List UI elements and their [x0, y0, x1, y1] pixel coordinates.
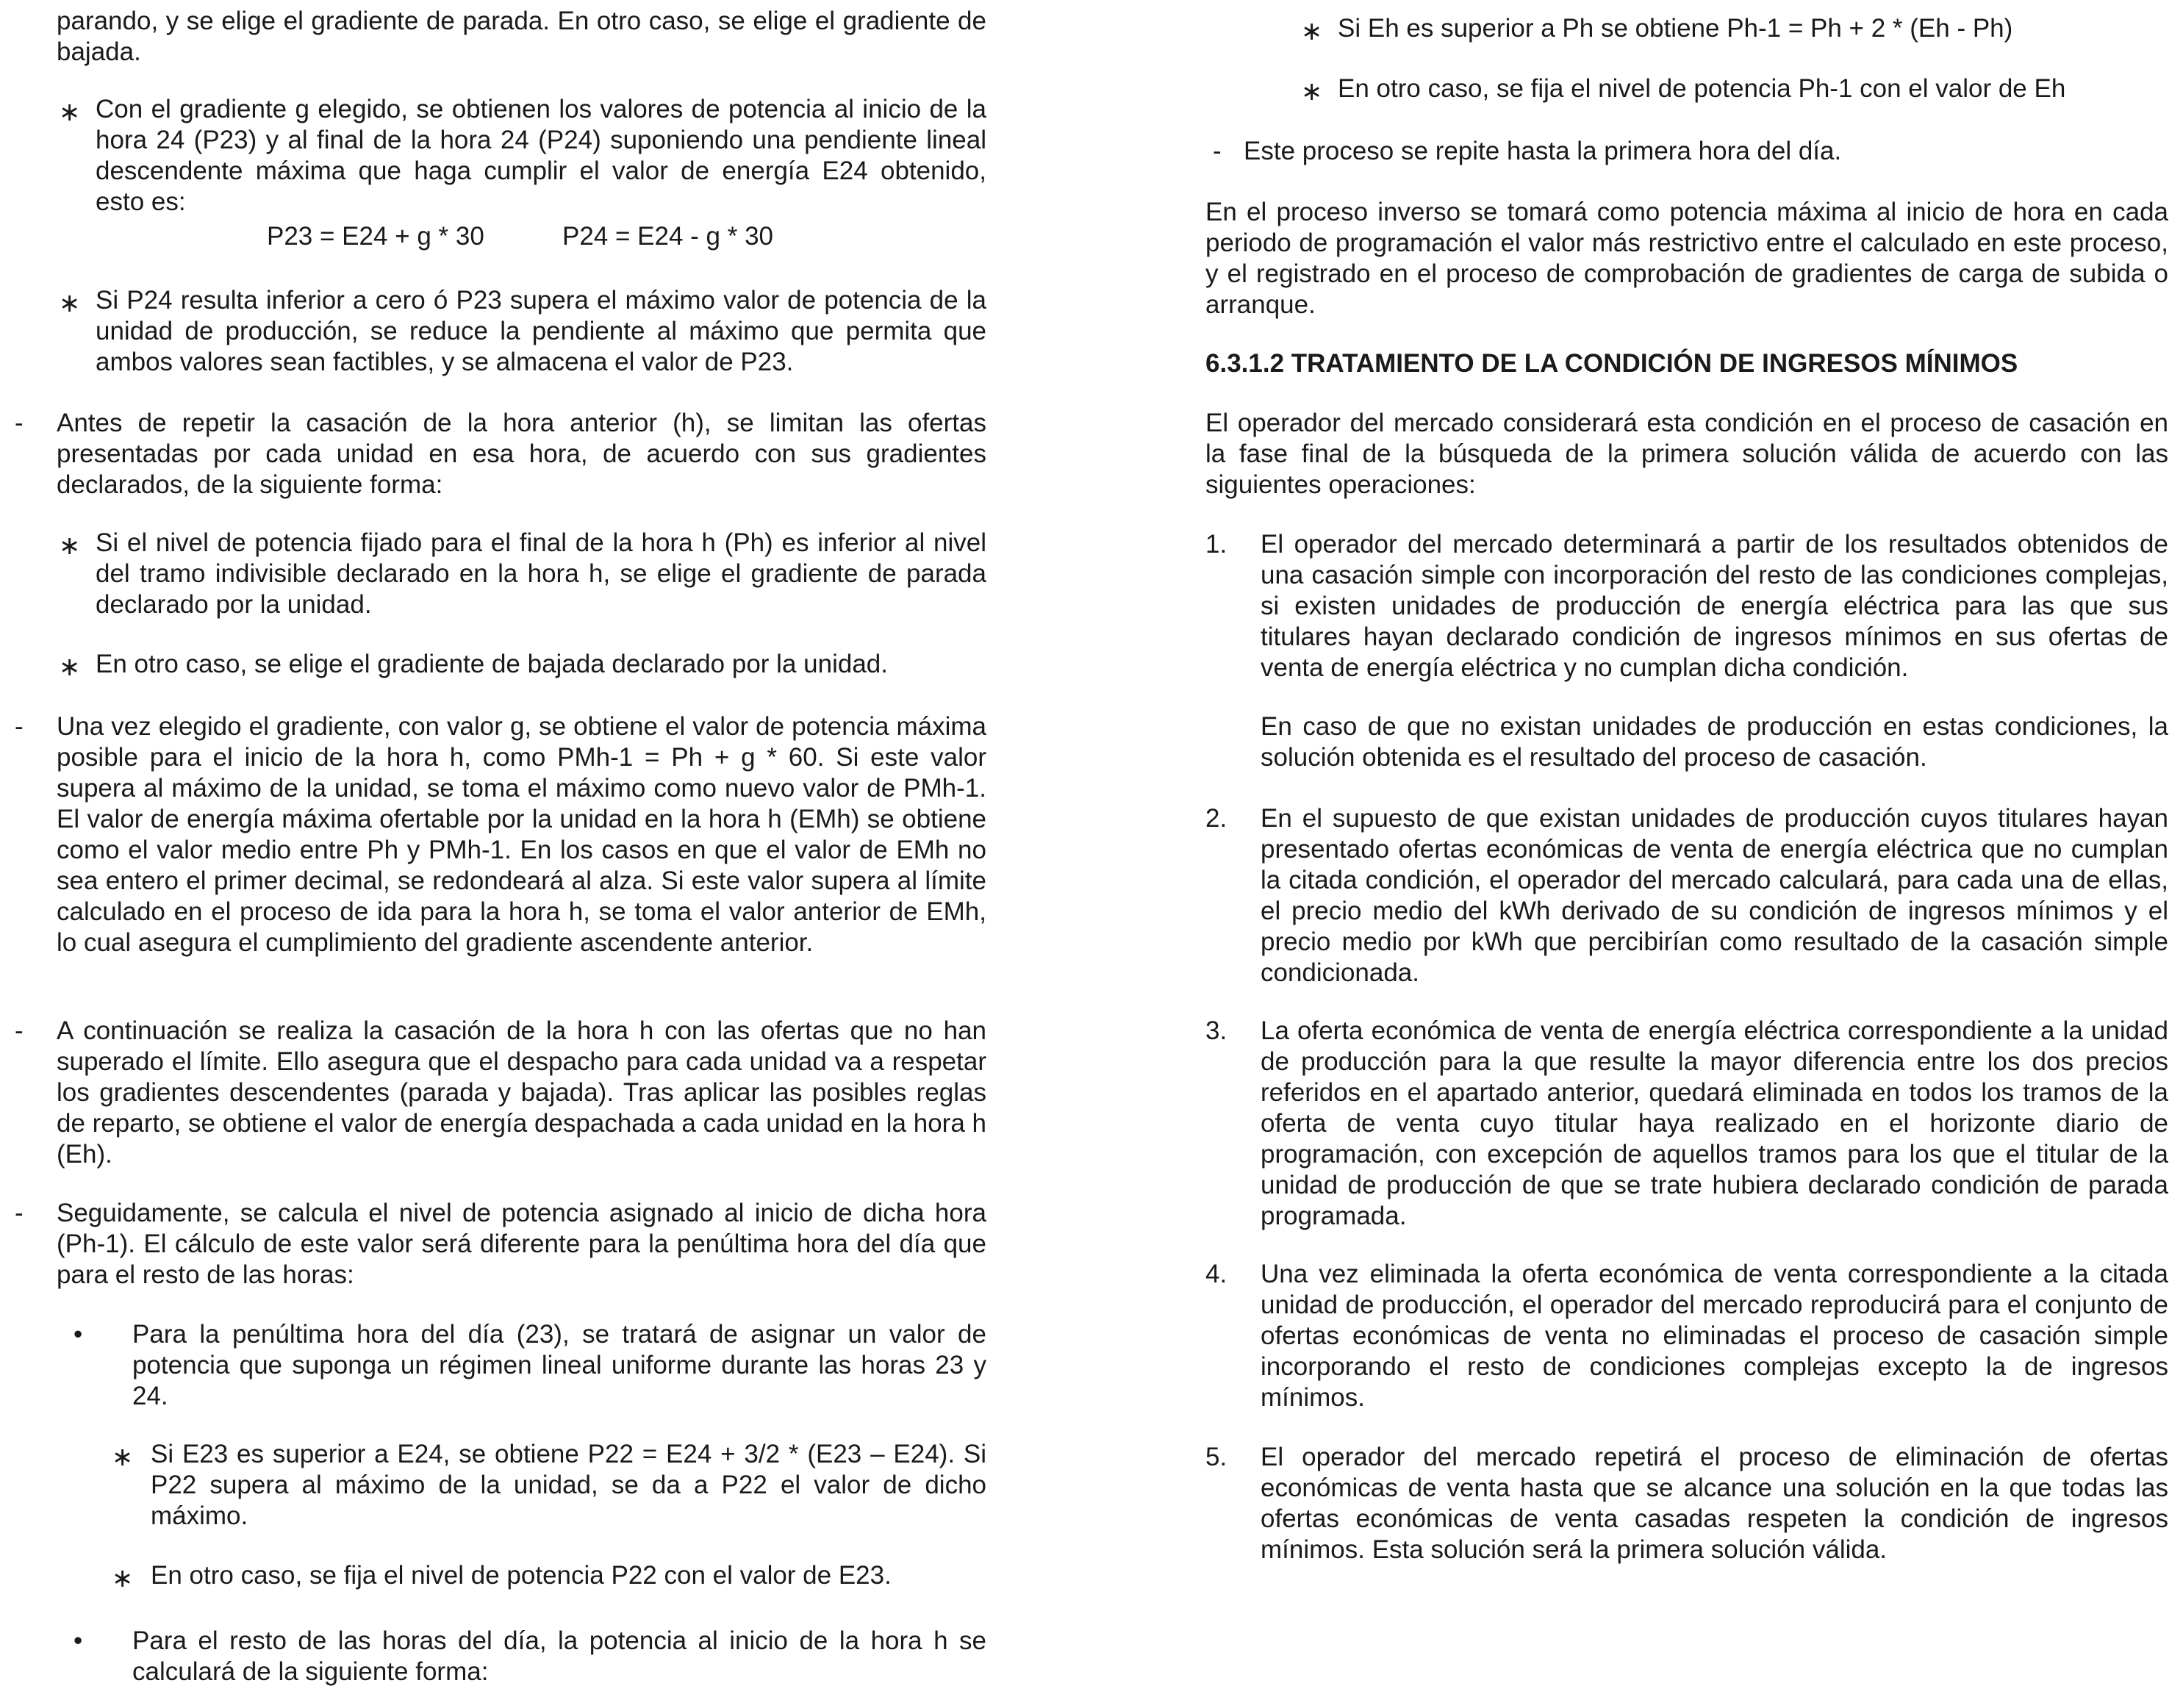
bullet-eh: Si Eh es superior a Ph se obtiene Ph-1 = Ph + 2 * (Eh - Ph) [1338, 14, 2013, 43]
list-item-4: Una vez eliminada la oferta económica de venta correspondiente a la citada unidad de producción, el operador del mercado reproducirá para el conjunto de ofertas económicas de venta no eliminadas el proceso de casación simple incorporando el resto de condiciones complejas excepto la de ingresos mínimos. [1261, 1260, 2168, 1412]
dash-bullet-icon: - [15, 409, 24, 437]
dot-resto: Para el resto de las horas del día, la potencia al inicio de la hora h se calculará de la siguiente forma: [132, 1626, 986, 1686]
bullet-nivel: Si el nivel de potencia fijado para el final de la hora h (Ph) es inferior al nivel del tramo indivisible declarado en la hora h, se elige el gradiente de parada declarado por la unidad. [96, 528, 986, 619]
list-item-1: El operador del mercado determinará a partir de los resultados obtenidos de una casación simple con incorporación del resto de las condiciones complejas, si existen unidades de producción de energía eléctrica para las que sus titulares hayan declarado condición de ingresos mínimos en sus ofertas de venta de energía eléctrica y no cumplan dicha condición. [1261, 530, 2168, 682]
star-bullet-icon: ∗ [59, 289, 81, 317]
bullet-e23: Si E23 es superior a E24, se obtiene P22 = E24 + 3/2 * (E23 – E24). Si P22 supera al máximo de la unidad, se da a P22 el valor de dicho máximo. [151, 1440, 986, 1530]
dash-antes: Antes de repetir la casación de la hora anterior (h), se limitan las ofertas presentadas por cada unidad en esa hora, de acuerdo con sus gradientes declarados, de la siguiente forma: [57, 409, 986, 499]
dash-bullet-icon: - [15, 1199, 24, 1227]
section-heading: 6.3.1.2 TRATAMIENTO DE LA CONDICIÓN DE INGRESOS MÍNIMOS [1205, 349, 2018, 378]
star-bullet-icon: ∗ [1301, 77, 1323, 106]
star-bullet-icon: ∗ [59, 98, 81, 126]
dash-continuacion: A continuación se realiza la casación de la hora h con las ofertas que no han superado el límite. Ello asegura que el despacho para cada unidad va a respetar los gradientes descendentes (parada y bajada). Tras aplicar las posibles reglas de reparto, se obtiene el valor de energía despachada a cada unidad en la hora h (Eh). [57, 1016, 986, 1169]
bullet-otro-caso: En otro caso, se elige el gradiente de bajada declarado por la unidad. [96, 650, 888, 678]
formula-p24: P24 = E24 - g * 30 [562, 222, 774, 251]
list-item-1-note: En caso de que no existan unidades de producción en estas condiciones, la solución obtenida es el resultado del proceso de casación. [1261, 712, 2168, 772]
bullet-gradient-g: Con el gradiente g elegido, se obtienen los valores de potencia al inicio de la hora 24 (P23) y al final de la hora 24 (P24) suponiendo una pendiente lineal descendente máxima que haga cumplir el valor de energía E24 obtenido, esto es: [96, 95, 986, 216]
bullet-p24: Si P24 resulta inferior a cero ó P23 supera el máximo valor de potencia de la unidad de producción, se reduce la pendiente al máximo que permita que ambos valores sean factibles, y se almacena el valor de P23. [96, 286, 986, 376]
dash-bullet-icon: - [15, 712, 24, 741]
star-bullet-icon: ∗ [112, 1443, 134, 1471]
dash-bullet-icon: - [1213, 137, 1222, 165]
star-bullet-icon: ∗ [59, 653, 81, 681]
list-item-3: La oferta económica de venta de energía eléctrica correspondiente a la unidad de producción para la que resulte la mayor diferencia entre los dos precios referidos en el apartado anterior, quedará eliminada en todos los tramos de la oferta de venta cuyo titular haya realizado en el horizonte diario de programación, con excepción de aquellos tramos para los que el titular de la unidad de producción de que se trate hubiera declarado condición de parada programada. [1261, 1016, 2168, 1230]
list-number: 3. [1205, 1016, 1227, 1045]
list-number: 4. [1205, 1260, 1227, 1288]
paragraph-continuation: parando, y se elige el gradiente de parada. En otro caso, se elige el gradiente de bajada. [57, 7, 986, 66]
dot-penultima: Para la penúltima hora del día (23), se tratará de asignar un valor de potencia que suponga un régimen lineal uniforme durante las horas 23 y 24. [132, 1320, 986, 1410]
list-number: 2. [1205, 804, 1227, 833]
dash-bullet-icon: - [15, 1016, 24, 1045]
star-bullet-icon: ∗ [112, 1564, 134, 1593]
bullet-otro-caso-p22: En otro caso, se fija el nivel de potencia P22 con el valor de E23. [151, 1561, 892, 1590]
dash-seguidamente: Seguidamente, se calcula el nivel de potencia asignado al inicio de dicha hora (Ph-1). El cálculo de este valor será diferente para la penúltima hora del día que para el resto de las horas: [57, 1199, 986, 1289]
star-bullet-icon: ∗ [59, 531, 81, 560]
list-number: 5. [1205, 1443, 1227, 1471]
dot-bullet-icon: • [74, 1320, 83, 1349]
list-item-5: El operador del mercado repetirá el proceso de eliminación de ofertas económicas de venta hasta que se alcance una solución en la que todas las ofertas económicas de venta casadas respeten la condición de ingresos mínimos. Esta solución será la primera solución válida. [1261, 1443, 2168, 1564]
formula-p23: P23 = E24 + g * 30 [267, 222, 484, 251]
paragraph-intro: El operador del mercado considerará esta condición en el proceso de casación en la fase final de la búsqueda de la primera solución válida de acuerdo con las siguientes operaciones: [1205, 409, 2168, 499]
star-bullet-icon: ∗ [1301, 17, 1323, 46]
list-item-2: En el supuesto de que existan unidades de producción cuyos titulares hayan presentado ofertas económicas de venta de energía eléctrica que no cumplan la citada condición, el operador del mercado calculará, para cada una de ellas, el precio medio del kWh derivado de su condición de ingresos mínimos y el precio medio por kWh que percibirían como resultado de la casación simple condicionada. [1261, 804, 2168, 987]
bullet-otro-caso-eh: En otro caso, se fija el nivel de potencia Ph-1 con el valor de Eh [1338, 74, 2066, 103]
list-number: 1. [1205, 530, 1227, 559]
dash-proceso: Este proceso se repite hasta la primera hora del día. [1244, 137, 1842, 165]
dash-una-vez: Una vez elegido el gradiente, con valor g, se obtiene el valor de potencia máxima posible para el inicio de la hora h, como PMh-1 = Ph + g * 60. Si este valor supera al máximo de la unidad, se toma el máximo como nuevo valor de PMh-1. El valor de energía máxima ofertable por la unidad en la hora h (EMh) se obtiene como el valor medio entre Ph y PMh-1. En los casos en que el valor de EMh no sea entero el primer decimal, se redondeará al alza. Si este valor supera al límite calculado en el proceso de ida para la hora h, se toma el valor anterior de EMh, lo cual asegura el cumplimiento del gradiente ascendente anterior. [57, 712, 986, 957]
dot-bullet-icon: • [74, 1626, 83, 1655]
paragraph-proceso-inverso: En el proceso inverso se tomará como potencia máxima al inicio de hora en cada periodo de programación el valor más restrictivo entre el calculado en este proceso, y el registrado en el proceso de comprobación de gradientes de carga de subida o arranque. [1205, 198, 2168, 319]
